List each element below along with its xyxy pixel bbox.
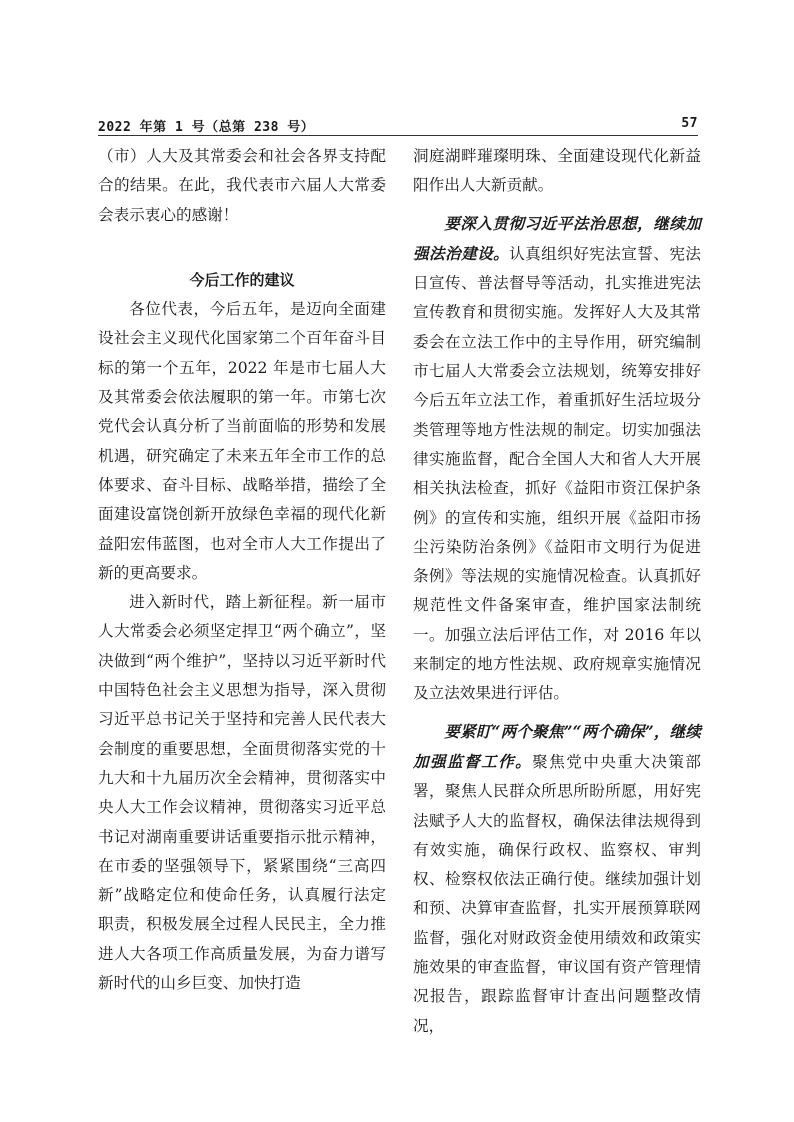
section-title: 今后工作的建议 xyxy=(189,270,295,289)
paragraph-lead: 要紧盯“两个聚焦”“两个确保”，继续加强监督工作。 xyxy=(413,721,701,771)
page-number: 57 xyxy=(681,116,698,131)
paragraph: 各位代表，今后五年，是迈向全面建设社会主义现代化国家第二个百年奋斗目标的第一个五年，2022 年是市七届人大及其常委会依法履职的第一年。市第七次党代会认真分析了当前面临的形势和发展机遇，研究确定了未来五年全市工作的总体要求、奋斗目标、战略举措，描绘了全面建设富饶创新开放绿色幸福的现代化新益阳宏伟蓝图，也对全市人大工作提出了新的更高要求。 xyxy=(98,300,386,582)
left-column xyxy=(98,142,386,998)
issue-label: 2022 年第 1 号（总第 238 号） xyxy=(98,120,315,135)
spacer xyxy=(413,201,701,209)
paragraph-body: 聚焦党中央重大决策部署，聚焦人民群众所思所盼所愿，用好宪法赋予人大的监督权，确保法律法规得到有效实施，确保行政权、监察权、审判权、检察权依法正确行使。继续加强计划和预、决算审查监督，扎实开展预算联网监督，强化对财政资金使用绩效和政策实施效果的审查监督，审议国有资产管理情况报告，跟踪监督审计查出问题整改情况， xyxy=(413,752,701,1035)
paragraph-body: 认真组织好宪法宣誓、宪法日宣传、普法督导等活动，扎实推进宪法宣传教育和贯彻实施。发挥好人大及其常委会在立法工作中的主导作用，研究编制市七届人大常委会立法规划，统筹安排好今后五年立法工作，着重抓好生活垃圾分类管理等地方性法规的制定。切实加强法律实施监督，配合全国人大和省人大开展相关执法检查，抓好《益阳市资江保护条例》的宣传和实施，组织开展《益阳市扬尘污染防治条例》《益阳市文明行为促进条例》等法规的实施情况检查。认真抓好规范性文件备案审查，维护国家法制统一。加强立法后评估工作，对 2016 年以来制定的地方性法规、政府规章实施情况及立法效果进行评估。 xyxy=(413,244,701,703)
paragraph-continued: （市）人大及其常委会和社会各界支持配合的结果。在此，我代表市六届人大常委会表示衷心的感谢！ xyxy=(98,147,386,224)
paragraph: 进入新时代，踏上新征程。新一届市人大常委会必须坚定捍卫“两个确立”，坚决做到“两个维护”，坚持以习近平新时代中国特色社会主义思想为指导，深入贯彻习近平总书记关于坚持和完善人民代表大会制度的重要思想，全面贯彻落实党的十九大和十九届历次全会精神，贯彻落实中央人大工作会议精神，贯彻落实习近平总书记对湖南重要讲话重要指示批示精神，在市委的坚强领导下，紧紧围绕“三高四新”战略定位和使命任务，认真履行法定职责，积极发展全过程人民民主，全力推进人大各项工作高质量发展，为奋力谱写新时代的山乡巨变、加快打造 xyxy=(98,593,386,993)
paragraph-continued: 洞庭湖畔璀璨明珠、全面建设现代化新益阳作出人大新贡献。 xyxy=(413,147,701,195)
page-header xyxy=(98,115,698,135)
right-column xyxy=(413,142,701,1041)
spacer xyxy=(413,709,701,717)
paragraph xyxy=(413,717,701,1041)
header-rule xyxy=(98,135,698,136)
paragraph xyxy=(413,209,701,709)
spacer xyxy=(98,230,386,266)
paragraph-lead: 要深入贯彻习近平法治思想，继续加强法治建设。 xyxy=(413,213,701,263)
